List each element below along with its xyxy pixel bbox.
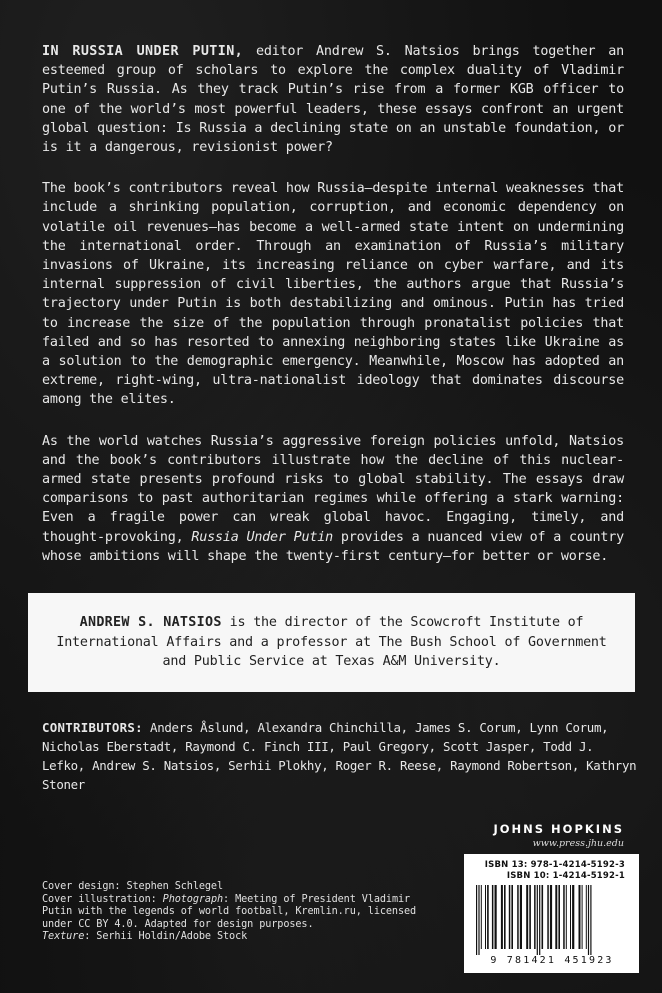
- publisher-name: JOHNS HOPKINS: [493, 822, 624, 836]
- book-title-italic: Russia Under Putin: [191, 529, 333, 545]
- barcode-image: [474, 885, 630, 955]
- contributors-names: Anders Åslund, Alexandra Chinchilla, James S. Corum, Lynn Corum, Nicholas Eberstadt, Raymond C. Finch III, Paul Gregory, Scott Jasper, Todd J. Lefko, Andrew S. Natsios, Serhii Plokhy, Roger R. Reese, Raymond Robertson, Kathryn Stoner: [42, 720, 637, 792]
- book-description: [42, 42, 624, 588]
- barcode-bar: [478, 885, 479, 955]
- barcode-bar: [481, 885, 482, 949]
- barcode-bar: [550, 885, 552, 949]
- barcode-bar: [590, 885, 591, 955]
- title-lead-in: IN RUSSIA UNDER PUTIN,: [42, 44, 244, 59]
- barcode-bar: [582, 885, 583, 949]
- barcode-bar: [579, 885, 581, 949]
- paragraph-3-text-b: provides a nuanced view of a country whose ambitions will shape the twenty-first century—for better or worse.: [42, 529, 624, 564]
- photograph-label: Photograph: [162, 893, 224, 905]
- barcode-bar: [495, 885, 497, 949]
- barcode-bar: [539, 885, 540, 955]
- barcode-bar: [517, 885, 519, 949]
- author-bio-text: is the director of the Scowcroft Institute of International Affairs and a professor at The Bush School of Government and Public Service at Texas A&M University.: [56, 615, 607, 670]
- barcode-bar: [542, 885, 544, 949]
- barcode-bar: [501, 885, 503, 949]
- contributors-label: CONTRIBUTORS:: [42, 720, 143, 735]
- texture-label: Texture: [42, 931, 85, 943]
- isbn-10: ISBN 10: 1-4214-5192-1: [506, 871, 625, 881]
- author-name: ANDREW S. NATSIOS: [79, 615, 222, 631]
- cover-illustration-credit: [42, 894, 422, 932]
- barcode-bar: [588, 885, 589, 955]
- barcode-bar: [520, 885, 522, 949]
- barcode-bar: [529, 885, 531, 949]
- cover-credits: [42, 881, 422, 944]
- barcode-bar: [563, 885, 565, 949]
- barcode-bar: [558, 885, 560, 949]
- author-bio-box: [28, 593, 635, 692]
- contributors-list: [42, 718, 642, 794]
- barcode-bar: [547, 885, 549, 949]
- description-paragraph-2: The book’s contributors reveal how Russia—despite internal weaknesses that include a shrinking population, corruption, and economic dependency on volatile oil revenues—has become a well-armed state intent on undermining the international order. Through an examination of Russia’s military invasions of Ukraine, its increasing reliance on cyber warfare, and its internal suppression of civil liberties, the authors argue that Russia’s trajectory under Putin is both destabilizing and ominous. Putin has tried to increase the size of the population through pronatalist policies that failed and so has resorted to annexing neighboring states like Ukraine as a solution to the demographic emergency. Meanwhile, Moscow has adopted an extreme, right-wing, ultra-nationalist ideology that dominates discourse among the elites.: [42, 181, 624, 408]
- publisher-url: www.press.jhu.edu: [532, 838, 624, 849]
- texture-text: : Serhii Holdin/Adobe Stock: [84, 931, 248, 943]
- barcode-number: 9 781421 451923: [490, 955, 614, 966]
- barcode-bar: [492, 885, 494, 949]
- barcode-bar: [570, 885, 571, 949]
- barcode-bar: [485, 885, 486, 949]
- barcode-bar: [511, 885, 513, 949]
- illustration-lead: Cover illustration:: [42, 893, 163, 905]
- isbn-13: ISBN 13: 978-1-4214-5192-3: [484, 860, 625, 870]
- description-paragraph-3: [42, 432, 624, 566]
- description-paragraph-1: [42, 42, 624, 157]
- barcode-bar: [526, 885, 528, 949]
- cover-design-credit: Cover design: Stephen Schlegel: [42, 881, 224, 892]
- author-bio: [47, 613, 617, 672]
- barcode-bar: [534, 885, 536, 949]
- barcode-bar: [566, 885, 567, 949]
- paragraph-3-text-a: As the world watches Russia’s aggressive foreign policies unfold, Natsios and the book’s contributors illustrate how the decline of this nuclear-armed state presents profound risks to global stability. The essays draw comparisons to past authoritarian regimes while offering a stark warning: Even a fragile power can wreak global havoc. Engaging, timely, and thought-provoking,: [42, 433, 624, 545]
- barcode-bar: [504, 885, 506, 949]
- illustration-text: : Meeting of President Vladimir Putin with the legends of world football, Kremlin.ru, licensed under CC BY 4.0. Adapted for design purposes.: [42, 893, 417, 930]
- barcode-bar: [537, 885, 538, 955]
- paragraph-1-text: editor Andrew S. Natsios brings together an esteemed group of scholars to explore the complex duality of Vladimir Putin’s Russia. As they track Putin’s rise from a former KGB officer to one of the world’s most powerful leaders, these essays confront an urgent global question: Is Russia a declining state on an unstable foundation, or is it a dangerous, revisionist power?: [42, 44, 624, 156]
- barcode-bar: [572, 885, 574, 949]
- texture-credit: [42, 931, 422, 944]
- barcode-bar: [586, 885, 587, 949]
- barcode-bar: [476, 885, 477, 955]
- barcode-bar: [487, 885, 489, 949]
- publisher-logo: [493, 822, 624, 849]
- barcode-block: [464, 854, 639, 973]
- barcode-bar: [509, 885, 511, 949]
- barcode-bar: [555, 885, 557, 949]
